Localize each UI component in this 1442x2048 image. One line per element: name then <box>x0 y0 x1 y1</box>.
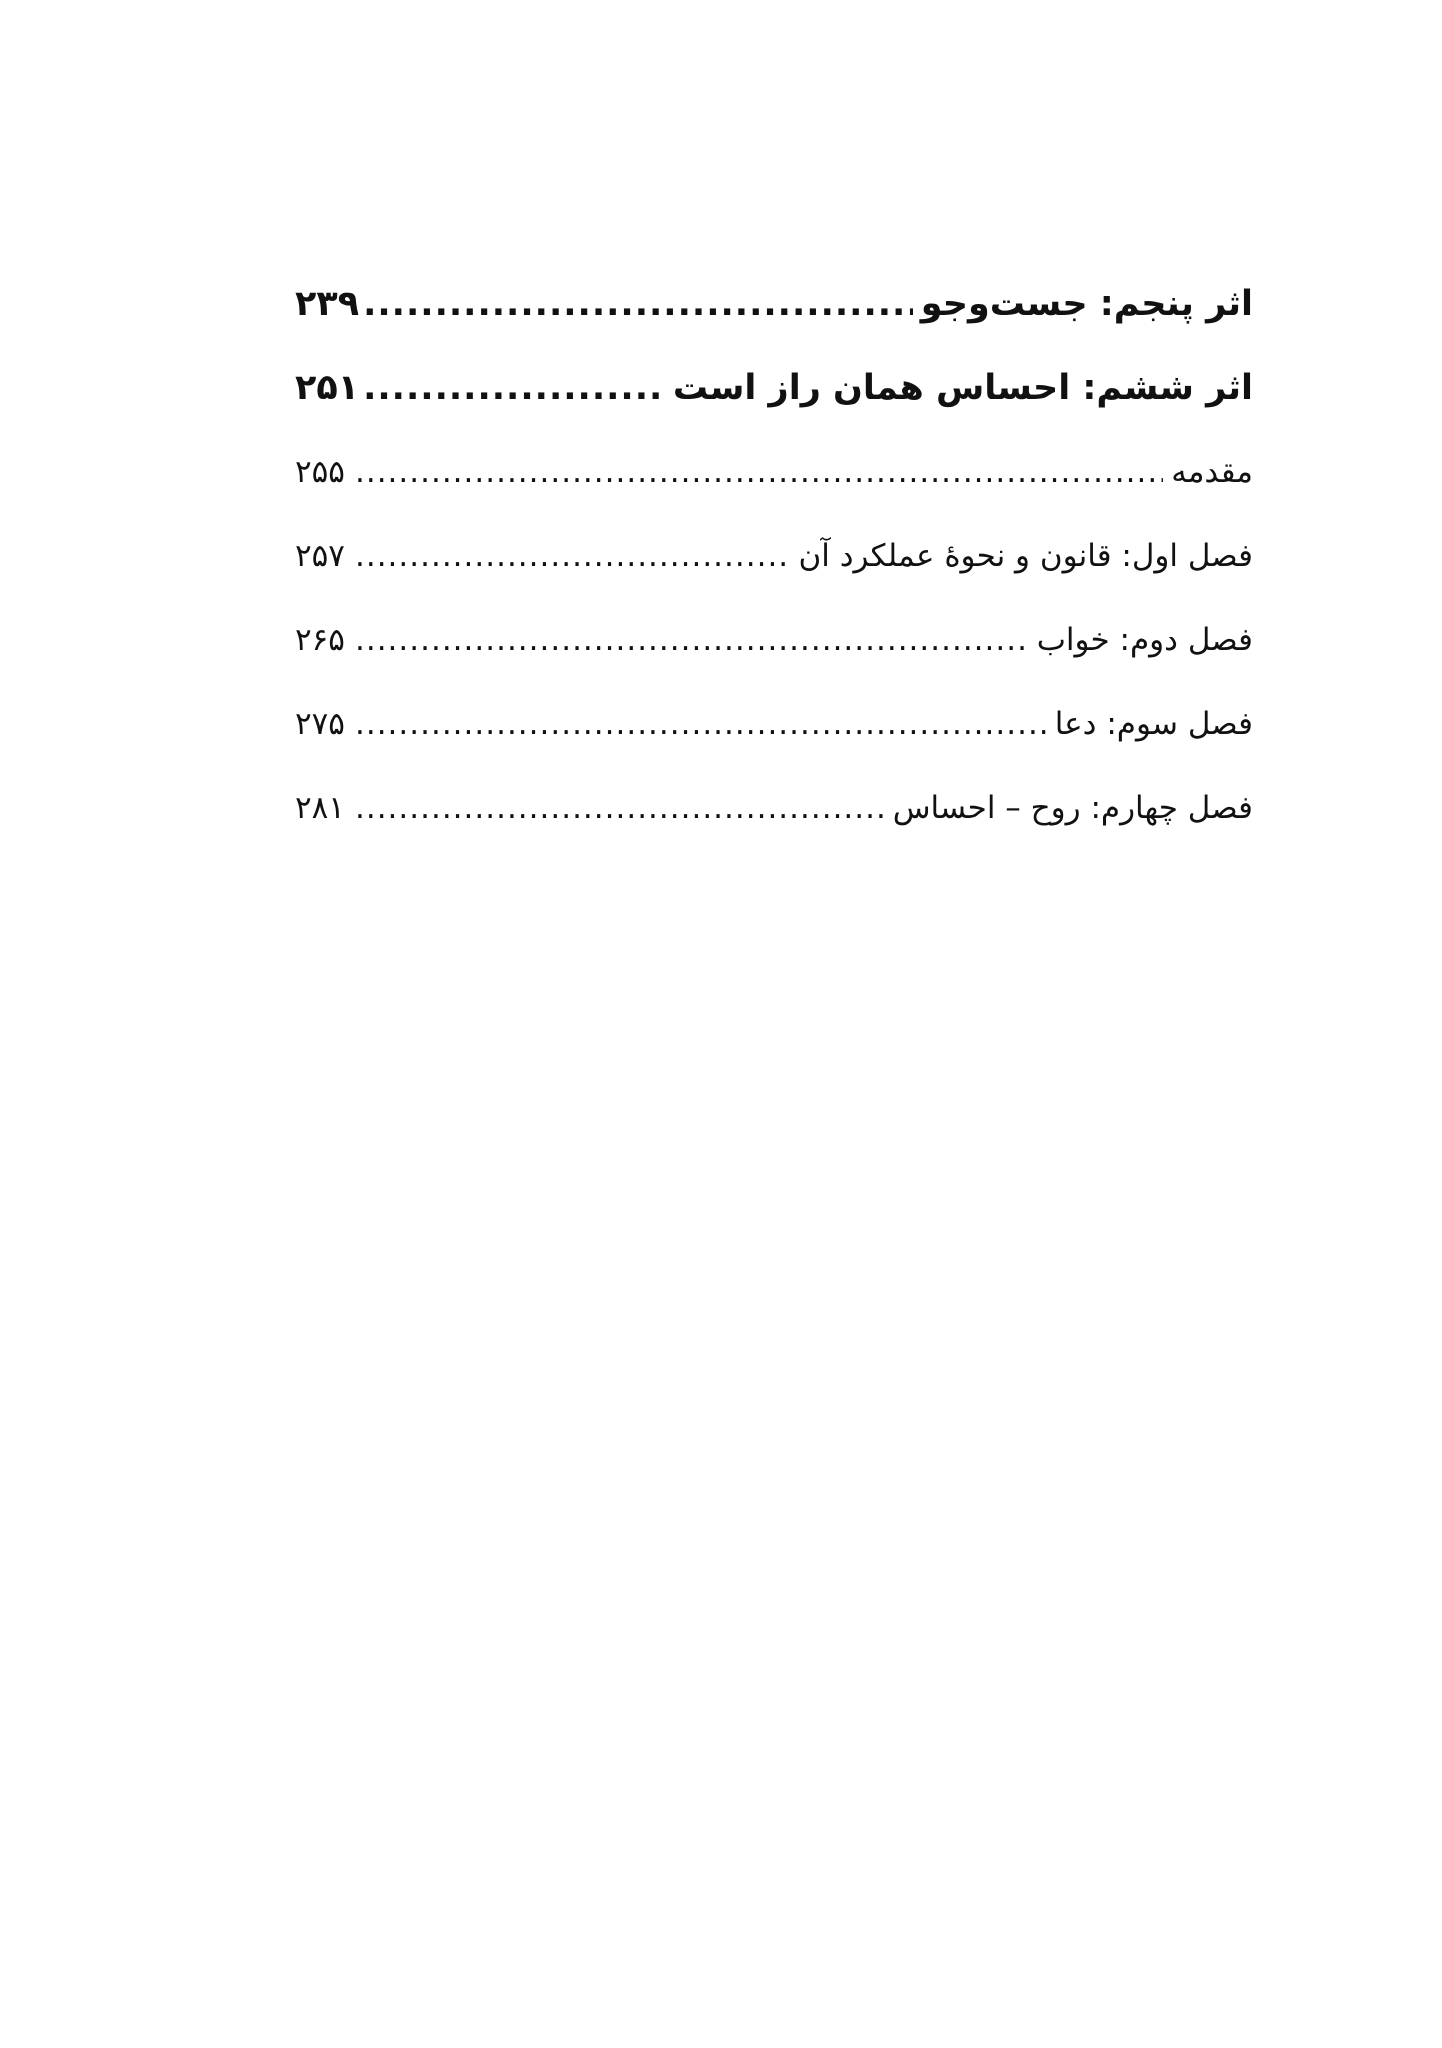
toc-dot-leader <box>363 262 913 346</box>
toc-page-number: ۲۸۱ <box>295 790 345 826</box>
toc-page-number: ۲۵۷ <box>295 538 345 574</box>
toc-entry-introduction <box>295 430 1253 514</box>
toc-entry-part-six <box>295 346 1253 430</box>
toc-dot-leader <box>355 430 1163 514</box>
toc-entry-title: فصل سوم: دعا <box>1054 706 1253 742</box>
toc-entry-title: اثر ششم: احساس همان راز است <box>672 368 1253 408</box>
toc-entry-title: فصل اول: قانون و نحوۀ عملکرد آن <box>798 538 1253 574</box>
toc-entry-title: اثر پنجم: جست‌وجو <box>920 284 1253 324</box>
toc-page-number: ۲۶۵ <box>295 622 345 658</box>
toc-page-number: ۲۵۱ <box>295 368 360 408</box>
toc-dot-leader <box>355 682 1047 766</box>
toc-entry-part-five <box>295 262 1253 346</box>
toc-entry-chapter-four <box>295 766 1253 850</box>
toc-entry-title: فصل چهارم: روح – احساس <box>892 790 1253 826</box>
toc-dot-leader <box>363 346 665 430</box>
table-of-contents <box>295 262 1253 850</box>
toc-entry-chapter-three <box>295 682 1253 766</box>
toc-dot-leader <box>355 598 1029 682</box>
toc-dot-leader <box>355 514 791 598</box>
toc-page-number: ۲۷۵ <box>295 706 345 742</box>
toc-page-number: ۲۳۹ <box>295 284 360 324</box>
toc-entry-chapter-one <box>295 514 1253 598</box>
toc-entry-title: مقدمه <box>1171 454 1253 490</box>
toc-entry-chapter-two <box>295 598 1253 682</box>
toc-dot-leader <box>355 766 885 850</box>
toc-page-number: ۲۵۵ <box>295 454 345 490</box>
toc-entry-title: فصل دوم: خواب <box>1036 622 1253 658</box>
